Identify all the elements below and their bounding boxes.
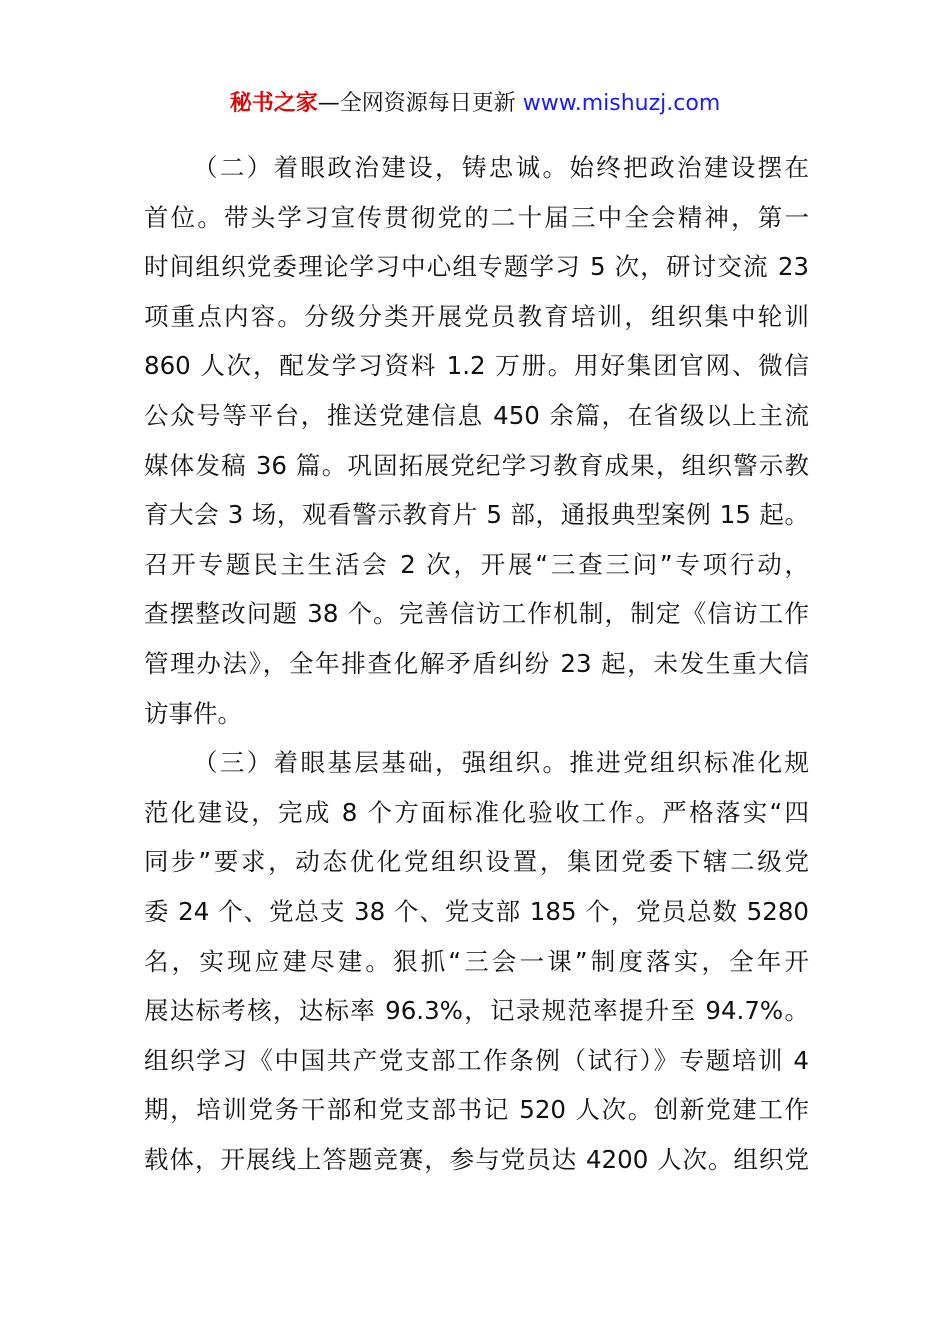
paragraph-line: 同步”要求，动态优化党组织设置，集团党委下辖二级党 — [144, 847, 809, 877]
site-brand: 秘书之家 — [229, 91, 318, 116]
paragraph-line: 860 人次，配发学习资料 1.2 万册。用好集团官网、微信 — [144, 351, 809, 381]
site-url-link[interactable]: www.mishuzj.com — [522, 91, 721, 116]
paragraph-line: 访事件。 — [144, 698, 242, 728]
paragraph-line: 查摆整改问题 38 个。完善信访工作机制，制定《信访工作 — [144, 599, 809, 629]
paragraph-line: 委 24 个、党总支 38 个、党支部 185 个，党员总数 5280 — [144, 896, 809, 926]
paragraph-line: 组织学习《中国共产党支部工作条例（试行）》专题培训 4 — [144, 1045, 809, 1075]
document-body — [144, 143, 809, 1184]
paragraph-line: 项重点内容。分级分类开展党员教育培训，组织集中轮训 — [144, 301, 809, 331]
paragraph-line: （二）着眼政治建设，铸忠诚。始终把政治建设摆在 — [193, 153, 809, 182]
paragraph-2 — [144, 143, 809, 738]
site-slogan: —全网资源每日更新 — [317, 91, 516, 116]
paragraph-line: 管理办法》，全年排查化解矛盾纠纷 23 起，未发生重大信 — [144, 648, 809, 678]
paragraph-line: 展达标考核，达标率 96.3%，记录规范率提升至 94.7%。 — [144, 996, 809, 1026]
paragraph-line: 期，培训党务干部和党支部书记 520 人次。创新党建工作 — [144, 1095, 809, 1125]
paragraph-line: 首位。带头学习宣传贯彻党的二十届三中全会精神，第一 — [144, 202, 809, 232]
paragraph-line: 载体，开展线上答题竞赛，参与党员达 4200 人次。组织党 — [144, 1144, 809, 1174]
paragraph-line: 召开专题民主生活会 2 次，开展“三查三问”专项行动， — [144, 549, 809, 579]
paragraph-line: 范化建设，完成 8 个方面标准化验收工作。严格落实“四 — [144, 797, 809, 827]
paragraph-line: （三）着眼基层基础，强组织。推进党组织标准化规 — [193, 748, 809, 778]
paragraph-line: 媒体发稿 36 篇。巩固拓展党纪学习教育成果，组织警示教 — [144, 450, 809, 480]
site-header — [0, 88, 950, 120]
paragraph-line: 名，实现应建尽建。狠抓“三会一课”制度落实，全年开 — [144, 946, 809, 976]
paragraph-line: 公众号等平台，推送党建信息 450 余篇，在省级以上主流 — [144, 400, 809, 430]
paragraph-line: 时间组织党委理论学习中心组专题学习 5 次，研讨交流 23 — [144, 252, 809, 282]
paragraph-line: 育大会 3 场，观看警示教育片 5 部，通报典型案例 15 起。 — [144, 500, 809, 530]
paragraph-3 — [144, 738, 809, 1184]
